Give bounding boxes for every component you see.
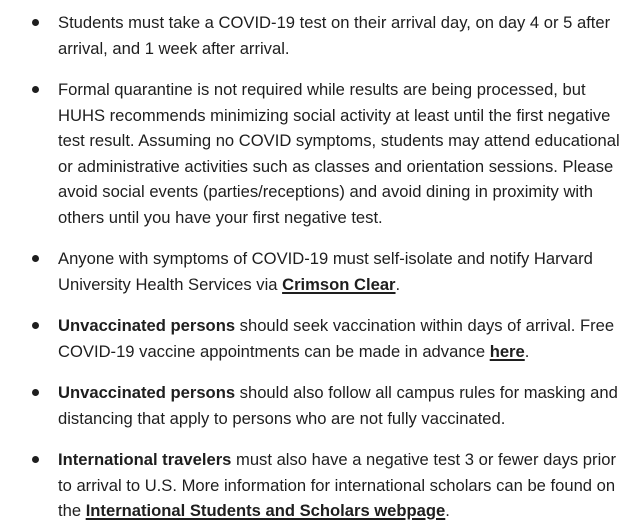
item-text: should seek vaccination within days of arrival. Free COVID-19 vaccine appointments can be made in advance xyxy=(58,316,615,361)
list-item xyxy=(0,77,640,230)
item-bold-lead: Unvaccinated persons xyxy=(58,383,236,402)
item-text: Formal quarantine is not required while results are being processed, but HUHS recommends minimizing social activity at least until the first negative test result. Assuming no COVID symptoms, students may attend educational or administrative activities such as classes and orientation sessions. Please avoid social events (parties/receptions) and avoid dining in proximity with others until you have your first negative test. xyxy=(58,80,620,227)
list-item xyxy=(0,0,640,61)
list-item xyxy=(0,380,640,431)
item-text-end: . xyxy=(395,274,401,294)
item-bold-lead: International travelers xyxy=(58,450,232,469)
item-bold-lead: Unvaccinated persons xyxy=(58,316,236,335)
bullet-dot-icon xyxy=(32,86,39,93)
bullet-dot-icon xyxy=(32,255,39,262)
item-text: Students must take a COVID-19 test on their arrival day, on day 4 or 5 after arrival, and 1 week after arrival. xyxy=(58,13,611,58)
item-text-end: . xyxy=(524,341,530,361)
list-item xyxy=(0,313,640,364)
crimson-clear-link[interactable]: Crimson Clear xyxy=(282,274,396,294)
item-text-end: . xyxy=(445,501,450,520)
list-item xyxy=(0,447,640,524)
bullet-dot-icon xyxy=(32,456,39,463)
bullet-dot-icon xyxy=(32,389,39,396)
item-text: should also follow all campus rules for masking and distancing that apply to persons who are not fully vaccinated. xyxy=(58,383,618,428)
item-text: Anyone with symptoms of COVID-19 must self-isolate and notify Harvard University Health Services via xyxy=(58,249,593,294)
international-students-scholars-link[interactable]: International Students and Scholars webpage xyxy=(85,501,446,520)
bullet-dot-icon xyxy=(32,19,39,26)
list-item xyxy=(0,246,640,297)
vaccine-appointment-link[interactable]: here xyxy=(489,341,525,361)
item-text: must also have a negative test 3 or fewer days prior to arrival to U.S. More information for international scholars can be found on the xyxy=(58,450,617,520)
bullet-dot-icon xyxy=(32,322,39,329)
